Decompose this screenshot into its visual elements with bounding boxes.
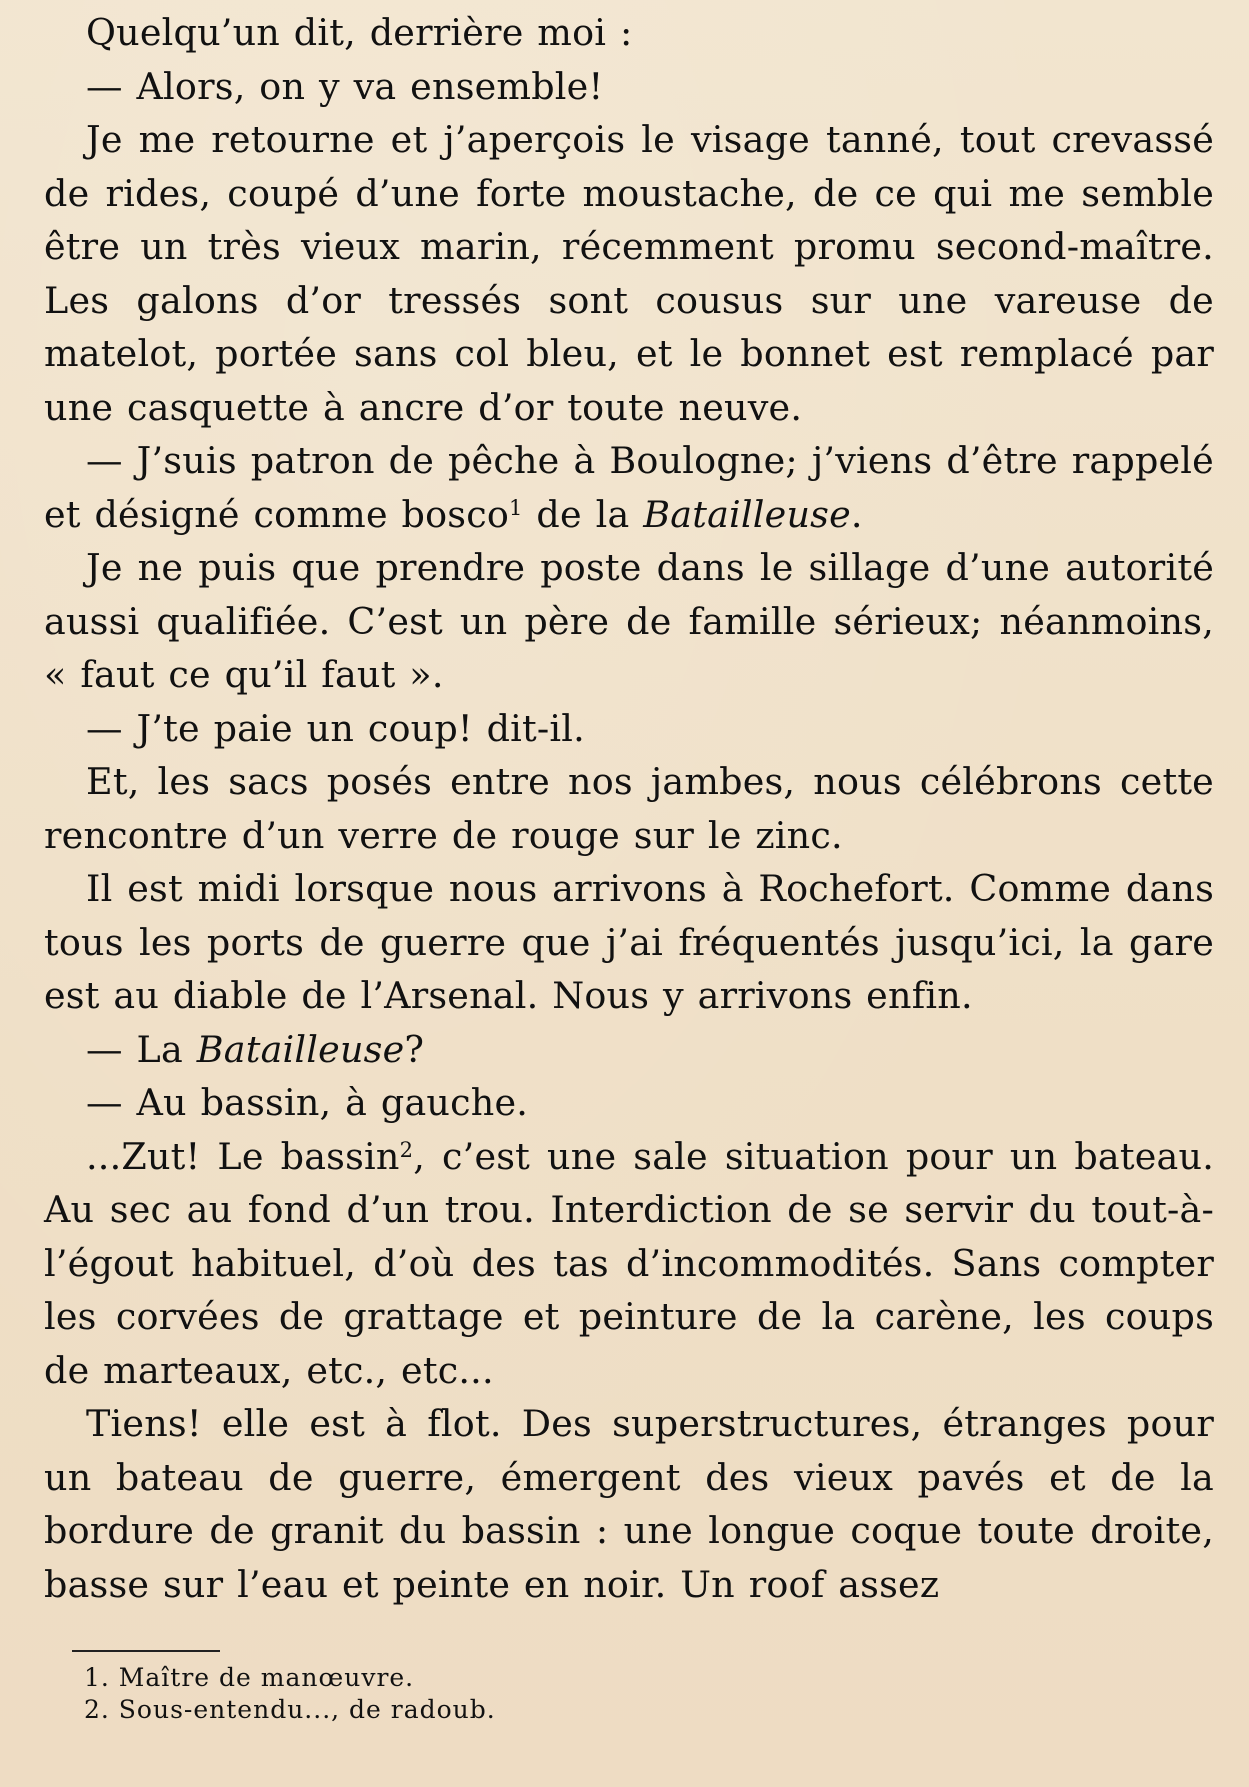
paragraph: Et, les sacs posés entre nos jambes, nous célébrons cette rencontre d’un verre de rouge sur le zinc.: [44, 760, 1214, 857]
paragraph: Je me retourne et j’aperçois le visage tanné, tout crevassé de rides, coupé d’une forte moustache, de ce qui me semble être un très vieux marin, récemment promu second-maître. Les galons d’or tressés sont cousus sur une vareuse de matelot, portée sans col bleu, et le bonnet est remplacé par une casquette à ancre d’or toute neuve.: [44, 118, 1214, 429]
paragraph-text: — La: [86, 1027, 197, 1071]
paragraph: Quelqu’un dit, derrière moi :: [86, 11, 633, 54]
paragraph: [44, 1023, 1214, 1077]
paragraph: [44, 434, 1214, 541]
ship-name: Batailleuse: [196, 1027, 405, 1071]
ship-name: Batailleuse: [643, 492, 851, 536]
paragraph: Je ne puis que prendre poste dans le sillage d’une autorité aussi qualifiée. C’est un père de famille sérieux; néanmoins, « faut ce qu’il faut ».: [44, 546, 1214, 696]
footnotes: [84, 1662, 984, 1726]
paragraph-text: ?: [404, 1027, 425, 1071]
footnote-ref: 1: [509, 495, 523, 520]
paragraph: — J’te paie un coup! dit-il.: [86, 706, 585, 750]
paragraph: Tiens! elle est à flot. Des superstructures, étranges pour un bateau de guerre, émergent des vieux pavés et de la bordure de granit du bassin : une longue coque toute droite, basse sur l’eau et peinte en noir. Un roof assez: [44, 1402, 1214, 1606]
paragraph-text: — J’suis patron de pêche à Boulogne; j’viens d’être rappelé et désigné comme bosco: [44, 439, 1214, 536]
footnote: 2. Sous-entendu..., de radoub.: [84, 1695, 496, 1724]
paragraph: — Au bassin, à gauche.: [86, 1081, 529, 1124]
paragraph: Il est midi lorsque nous arrivons à Rochefort. Comme dans tous les ports de guerre que j’ai fréquentés jusqu’ici, la gare est au diable de l’Arsenal. Nous y arrivons enfin.: [44, 867, 1214, 1017]
footnote-divider: [72, 1650, 220, 1652]
body-text: [44, 6, 1214, 1611]
footnote-ref: 2: [399, 1137, 414, 1162]
paragraph: [44, 1130, 1214, 1398]
paragraph-text: de la: [522, 492, 644, 536]
paragraph-text: , c’est une sale situation pour un bateau. Au sec au fond d’un trou. Interdiction de se servir du tout-à-l’égout habituel, d’où des tas d’incommodités. Sans compter les corvées de grattage et peinture de la carène, les coups de marteaux, etc., etc...: [44, 1134, 1214, 1392]
footnote: 1. Maître de manœuvre.: [84, 1663, 415, 1692]
paragraph: — Alors, on y va ensemble!: [86, 64, 604, 108]
paragraph-text: .: [850, 492, 863, 536]
paragraph-text: ...Zut! Le bassin: [86, 1134, 400, 1178]
